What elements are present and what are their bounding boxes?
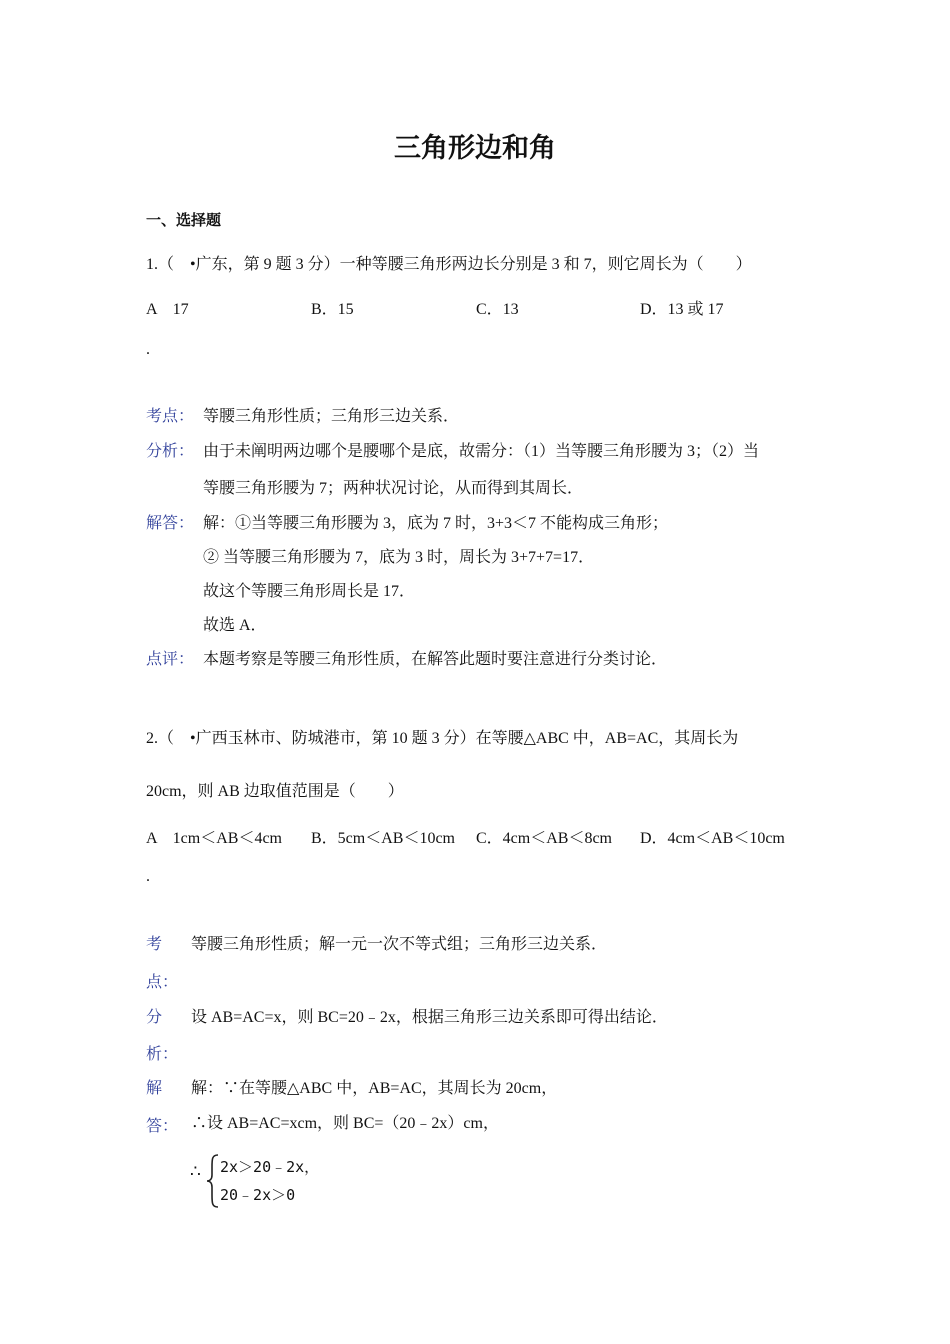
page-title: 三角形边和角	[394, 133, 556, 164]
q1-option-c: C．13	[476, 301, 519, 318]
q1-jieda-line-3: 故这个等腰三角形周长是 17．	[203, 583, 416, 600]
q2-option-a: A 1cm＜AB＜4cm	[146, 830, 282, 847]
question-2-stem-line-1: 2.（ •广西玉林市、防城港市，第 10 题 3 分）在等腰△ABC 中，AB=AC，其周长为	[146, 730, 739, 747]
q2-fenxi-label-1: 分	[146, 1009, 163, 1026]
q2-jieda-line-2: ∴设 AB=AC=xcm，则 BC=（20﹣2x）cm，	[191, 1115, 499, 1132]
q1-jieda-line-2: ② 当等腰三角形腰为 7，底为 3 时，周长为 3+7+7=17．	[203, 549, 595, 566]
q2-fenxi-label-2: 析：	[146, 1046, 179, 1063]
q1-option-d: D．13 或 17	[640, 301, 724, 318]
q2-kaodian-label-1: 考	[146, 936, 163, 953]
q1-dianping-label: 点评：	[146, 651, 195, 668]
q1-kaodian-label: 考点：	[146, 408, 195, 425]
q2-option-c: C．4cm＜AB＜8cm	[476, 830, 612, 847]
q2-jieda-label-2: 答：	[146, 1118, 179, 1135]
q2-option-d: D．4cm＜AB＜10cm	[640, 830, 785, 847]
section-heading: 一、选择题	[146, 211, 222, 229]
q2-dot: .	[146, 868, 150, 885]
q2-fenxi: 设 AB=AC=x，则 BC=20﹣2x，根据三角形三边关系即可得出结论．	[191, 1009, 668, 1026]
inequality-system	[190, 1152, 340, 1212]
q1-jieda-line-1: 解：①当等腰三角形腰为 3，底为 7 时，3+3＜7 不能构成三角形；	[203, 515, 669, 532]
q2-kaodian-label-2: 点：	[146, 974, 179, 991]
q2-kaodian: 等腰三角形性质；解一元一次不等式组；三角形三边关系．	[191, 936, 608, 953]
q1-kaodian: 等腰三角形性质；三角形三边关系．	[203, 408, 460, 425]
inequality-1: 2x＞20﹣2x，	[220, 1158, 320, 1176]
q1-fenxi-line-1: 由于未阐明两边哪个是腰哪个是底，故需分：（1）当等腰三角形腰为 3；（2）当	[203, 443, 760, 460]
inequality-2: 20﹣2x＞0	[220, 1186, 296, 1204]
q1-option-a: A 17	[146, 301, 189, 318]
q1-option-b: B．15	[311, 301, 354, 318]
q1-jieda-label: 解答：	[146, 515, 195, 532]
left-brace-icon	[206, 1153, 220, 1209]
therefore-symbol: ∴	[190, 1162, 201, 1181]
question-2-stem-line-2: 20cm，则 AB 边取值范围是（ ）	[146, 783, 404, 800]
q2-option-b: B．5cm＜AB＜10cm	[311, 830, 455, 847]
q1-fenxi-label: 分析：	[146, 443, 195, 460]
q1-dot: .	[146, 341, 150, 358]
q1-dianping: 本题考察是等腰三角形性质，在解答此题时要注意进行分类讨论．	[203, 651, 668, 668]
q1-fenxi-line-2: 等腰三角形腰为 7；两种状况讨论，从而得到其周长．	[203, 480, 584, 497]
question-1-stem: 1.（ •广东，第 9 题 3 分）一种等腰三角形两边长分别是 3 和 7，则它周长为（ ）	[146, 256, 752, 273]
q2-jieda-line-1: 解：∵在等腰△ABC 中，AB=AC，其周长为 20cm，	[191, 1080, 558, 1097]
q1-jieda-line-4: 故选 A．	[203, 617, 267, 634]
q2-jieda-label-1: 解	[146, 1080, 163, 1097]
